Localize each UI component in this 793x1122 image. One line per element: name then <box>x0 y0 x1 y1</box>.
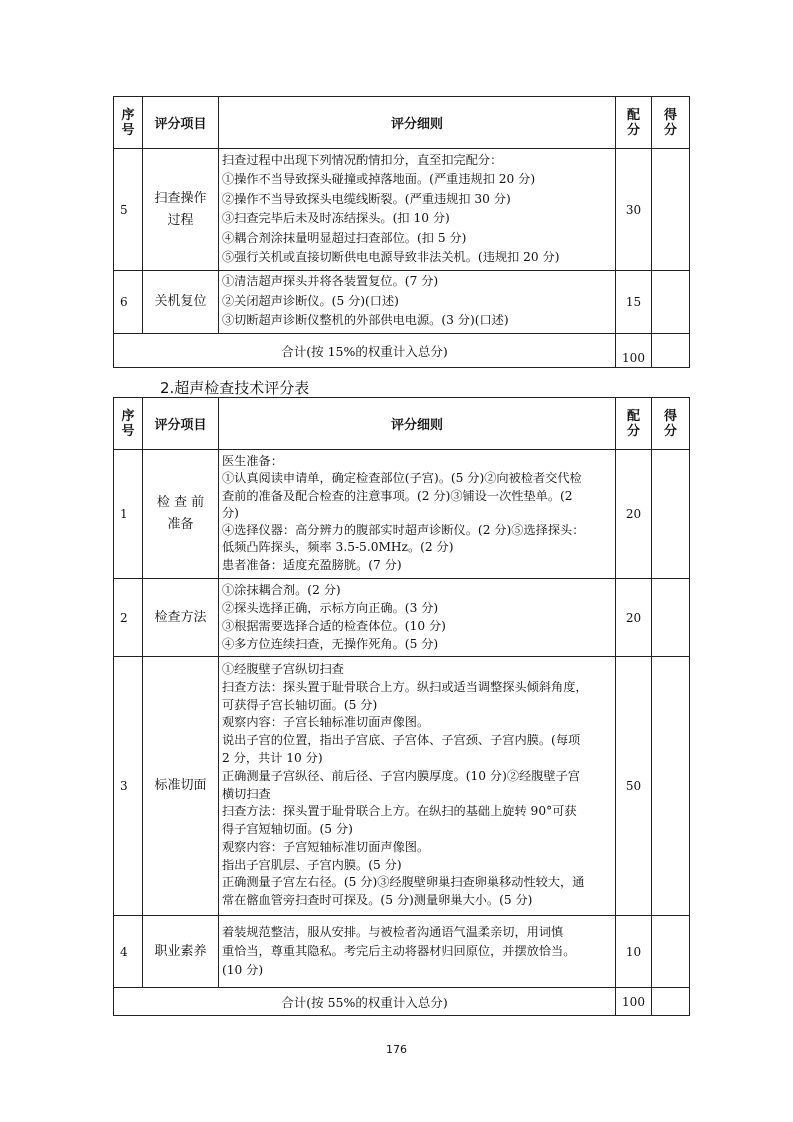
table-row <box>114 450 690 579</box>
row-item: 扫查操作 过程 <box>143 149 219 271</box>
row-got <box>652 579 690 657</box>
row-score: 10 <box>616 916 652 988</box>
row-score: 20 <box>616 450 652 579</box>
row-got <box>652 916 690 988</box>
row-score: 20 <box>616 579 652 657</box>
header-seq: 序 号 <box>114 97 143 149</box>
row-seq: 1 <box>114 450 143 579</box>
row-seq: 6 <box>114 271 143 334</box>
table-header-row <box>114 398 690 450</box>
total-score: 100 <box>616 334 652 368</box>
row-item: 检 查 前 准备 <box>143 450 219 579</box>
header-got: 得 分 <box>652 398 690 450</box>
total-got <box>652 988 690 1016</box>
row-score: 50 <box>616 657 652 916</box>
row-detail: 扫查过程中出现下列情况酌情扣分，直至扣完配分： ①操作不当导致探头碰撞或掉落地面。(严重违规扣 20 分) ②操作不当导致探头电缆线断裂。(严重违规扣 30 分) ③扫查完毕后未及时冻结探头。(扣 10 分) ④耦合剂涂抹量明显超过扫查部位。(扣 5 分) ⑤强行关机或直接切断供电电源导致非法关机。(违规扣 20 分) <box>219 149 616 271</box>
row-seq: 4 <box>114 916 143 988</box>
row-detail: 医生准备： ①认真阅读申请单，确定检查部位(子宫)。(5 分)②向被检者交代检 查前的准备及配合检查的注意事项。(2 分)③铺设一次性垫单。(2 分) ④选择仪器：高分辨力的腹部实时超声诊断仪。(2 分)⑤选择探头： 低频凸阵探头，频率 3.5-5.0MHz。(2 分) 患者准备：适度充盈膀胱。(7 分) <box>219 450 616 579</box>
scoring-table-2 <box>113 397 690 1016</box>
row-score: 15 <box>616 271 652 334</box>
total-row <box>114 988 690 1016</box>
row-detail: 着装规范整洁，服从安排。与被检者沟通语气温柔亲切，用词慎 重恰当，尊重其隐私。考完后主动将器材归回原位，并摆放恰当。 (10 分) <box>219 916 616 988</box>
row-detail: ①涂抹耦合剂。(2 分) ②探头选择正确，示标方向正确。(3 分) ③根据需要选择合适的检查体位。(10 分) ④多方位连续扫查，无操作死角。(5 分) <box>219 579 616 657</box>
row-seq: 2 <box>114 579 143 657</box>
row-got <box>652 149 690 271</box>
table-row <box>114 657 690 916</box>
table-row <box>114 149 690 271</box>
header-item: 评分项目 <box>143 398 219 450</box>
table-caption: 2.超声检查技术评分表 <box>160 379 310 397</box>
header-detail: 评分细则 <box>219 398 616 450</box>
row-item: 标准切面 <box>143 657 219 916</box>
table-row <box>114 579 690 657</box>
row-got <box>652 450 690 579</box>
header-score: 配 分 <box>616 398 652 450</box>
total-row <box>114 334 690 368</box>
header-score: 配 分 <box>616 97 652 149</box>
row-item: 关机复位 <box>143 271 219 334</box>
total-label: 合计(按 15%的权重计入总分) <box>114 334 616 368</box>
row-seq: 3 <box>114 657 143 916</box>
page-number: 176 <box>386 1043 407 1056</box>
scoring-table-1 <box>113 96 690 368</box>
header-item: 评分项目 <box>143 97 219 149</box>
row-detail: ①经腹壁子宫纵切扫查 扫查方法：探头置于耻骨联合上方。纵扫或适当调整探头倾斜角度， 可获得子宫长轴切面。(5 分) 观察内容：子宫长轴标准切面声像图。 说出子宫的位置，指出子宫底、子宫体、子宫颈、子宫内膜。(每项 2 分，共计 10 分) 正确测量子宫纵径、前后径、子宫内膜厚度。(10 分)②经腹壁子宫 横切扫查 扫查方法：探头置于耻骨联合上方。在纵扫的基础上旋转 90°可获 得子宫短轴切面。(5 分) 观察内容：子宫短轴标准切面声像图。 指出子宫肌层、子宫内膜。(5 分) 正确测量子宫左右径。(5 分)③经腹壁卵巢扫查卵巢移动性较大，通 常在髂血管旁扫查时可探及。(5 分)测量卵巢大小。(5 分) <box>219 657 616 916</box>
total-score: 100 <box>616 988 652 1016</box>
row-item: 职业素养 <box>143 916 219 988</box>
row-detail: ①清洁超声探头并将各装置复位。(7 分) ②关闭超声诊断仪。(5 分)(口述) ③切断超声诊断仪整机的外部供电电源。(3 分)(口述) <box>219 271 616 334</box>
header-seq: 序 号 <box>114 398 143 450</box>
row-item: 检查方法 <box>143 579 219 657</box>
row-got <box>652 657 690 916</box>
row-score: 30 <box>616 149 652 271</box>
header-detail: 评分细则 <box>219 97 616 149</box>
row-seq: 5 <box>114 149 143 271</box>
table-header-row <box>114 97 690 149</box>
header-got: 得 分 <box>652 97 690 149</box>
table-row <box>114 916 690 988</box>
total-got <box>652 334 690 368</box>
row-got <box>652 271 690 334</box>
total-label: 合计(按 55%的权重计入总分) <box>114 988 616 1016</box>
table-row <box>114 271 690 334</box>
